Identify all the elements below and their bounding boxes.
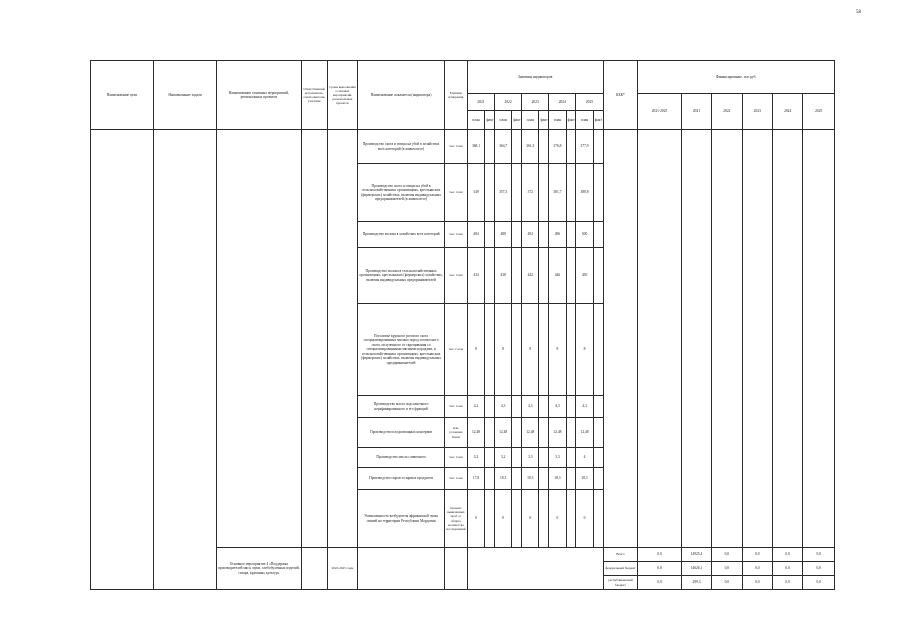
indicator-unit: процент выявленных проб от общего количества исследований — [445, 490, 468, 548]
main-measure-period: 2022-2025 годы — [327, 548, 357, 590]
header-fund-2021-2025: 2021-2025 — [638, 94, 681, 130]
indicator-value: 372 — [522, 164, 539, 222]
indicator-unit: тыс. тонн — [445, 164, 468, 222]
fact-cell — [593, 164, 603, 222]
header-deadline: Сроки выполнения основных мероприятий, региональных проектов — [327, 61, 357, 130]
header-fact: факт — [566, 111, 576, 130]
indicator-unit: тыс. тонн — [445, 222, 468, 248]
indicator-value: 349 — [467, 164, 484, 222]
header-year-2022: 2022 — [494, 94, 521, 111]
fact-cell — [485, 396, 495, 418]
main-measure-name: Основное мероприятие 4 «Поддержка производителей мяса, муки, хлебобулочных изделий, сахара, крупяных культур» — [216, 548, 301, 590]
fact-cell — [566, 164, 576, 222]
indicator-name: Производство масла подсолнечного нерафинированного и его фракций — [358, 396, 445, 418]
fact-cell — [593, 304, 603, 396]
funding-value: 0,0 — [772, 576, 802, 590]
header-year-2023: 2023 — [522, 94, 549, 111]
fact-cell — [539, 396, 549, 418]
indicator-value: 18,3 — [522, 468, 539, 490]
indicator-value: 368,1 — [467, 130, 484, 164]
funding-value: 0,0 — [742, 562, 772, 576]
header-indicator: Наименование показателя (индикатора) — [358, 61, 445, 130]
funding-value: 0,0 — [638, 548, 681, 562]
fact-cell — [512, 304, 522, 396]
indicator-name: Производство плодоовощных консервов — [358, 418, 445, 448]
header-year-2025: 2025 — [576, 94, 603, 111]
funding-value: 299,3 — [681, 576, 711, 590]
funding-value: 0,0 — [803, 562, 835, 576]
funding-value: 0,0 — [638, 562, 681, 576]
indicator-value: 18,3 — [549, 468, 566, 490]
fact-cell — [593, 248, 603, 304]
indicator-unit: млн. условных банок — [445, 418, 468, 448]
fact-cell — [593, 130, 603, 164]
indicator-value: 4,3 — [576, 396, 593, 418]
fact-cell — [512, 396, 522, 418]
fact-cell — [539, 222, 549, 248]
header-plan: план — [494, 111, 511, 130]
indicator-value: 376,8 — [549, 130, 566, 164]
responsible-cell — [301, 130, 327, 548]
fact-cell — [485, 130, 495, 164]
fact-cell — [512, 418, 522, 448]
funding-value: 0,0 — [772, 562, 802, 576]
indicator-value: 12,48 — [494, 418, 511, 448]
funding-value: 0,0 — [638, 576, 681, 590]
fact-cell — [485, 304, 495, 396]
header-year-2024: 2024 — [549, 94, 576, 111]
funding-value: 0,0 — [712, 562, 742, 576]
indicator-value: 4,3 — [494, 396, 511, 418]
indicator-value: 8 — [576, 304, 593, 396]
indicator-value: 492 — [522, 222, 539, 248]
header-task: Наименование задачи — [153, 61, 216, 130]
funding-value: 0,0 — [742, 548, 772, 562]
indicator-value: 0 — [494, 490, 511, 548]
header-kbk: КБК* — [603, 61, 638, 130]
indicator-value: 4,2 — [467, 396, 484, 418]
indicator-empty — [358, 548, 445, 590]
fact-cell — [566, 130, 576, 164]
indicator-value: 18,3 — [576, 468, 593, 490]
unit-empty — [445, 548, 468, 590]
funding-source: федеральный бюджет — [603, 562, 638, 576]
indicator-value: 12,48 — [549, 418, 566, 448]
funding-value: 0,0 — [742, 576, 772, 590]
header-measures: Наименование основных мероприятий, региональных проектов — [216, 61, 301, 130]
header-funding-group: Финансирование, тыс.руб. — [638, 61, 835, 94]
header-year-2021: 2021 — [467, 94, 494, 111]
fund-cell — [772, 130, 802, 548]
indicator-value: 377,9 — [576, 130, 593, 164]
indicator-name: Производство молока в сельскохозяйственных организациях, крестьянских (фермерских) хозяйствах, включая индивидуальных предпринимателей — [358, 248, 445, 304]
header-fund-2021: 2021 — [681, 94, 711, 130]
indicator-unit: тыс. тонн — [445, 130, 468, 164]
header-plan: план — [467, 111, 484, 130]
indicator-value: 488 — [494, 222, 511, 248]
indicator-unit: тыс. тонн — [445, 448, 468, 468]
fact-cell — [566, 304, 576, 396]
indicator-value: 438 — [494, 248, 511, 304]
indicator-value: 484 — [467, 222, 484, 248]
fact-cell — [485, 222, 495, 248]
indicator-value: 4 — [576, 448, 593, 468]
values-empty — [467, 548, 603, 590]
indicator-value: 4,3 — [549, 396, 566, 418]
header-responsible: Ответственный исполнитель, соисполнители, участник — [301, 61, 327, 130]
fact-cell — [566, 222, 576, 248]
fact-cell — [512, 490, 522, 548]
fund-cell — [742, 130, 772, 548]
fact-cell — [593, 490, 603, 548]
fact-cell — [485, 248, 495, 304]
header-values-group: Значения индикаторов — [467, 61, 603, 94]
kbk-cell — [603, 130, 638, 548]
funding-value: 14925,4 — [681, 548, 711, 562]
indicator-value: 0 — [467, 490, 484, 548]
fact-cell — [539, 418, 549, 448]
page-number: 58 — [856, 10, 861, 15]
header-unit: Единица измерения — [445, 61, 468, 130]
fact-cell — [593, 468, 603, 490]
header-fund-2022: 2022 — [712, 94, 742, 130]
fact-cell — [539, 468, 549, 490]
indicator-value: 450 — [576, 248, 593, 304]
header-fact: факт — [539, 111, 549, 130]
goal-cell — [91, 130, 154, 590]
fact-cell — [566, 248, 576, 304]
indicator-value: 8 — [467, 304, 484, 396]
indicator-name: Уменьшенность возбудителя африканской чумы свиней на территории Республики Мордовия — [358, 490, 445, 548]
indicator-value: 361,3 — [522, 130, 539, 164]
header-plan: план — [576, 111, 593, 130]
header-goal: Наименование цели — [91, 61, 154, 130]
funding-value: 0,0 — [803, 548, 835, 562]
funding-value: 0,0 — [712, 576, 742, 590]
indicator-value: 388,8 — [576, 164, 593, 222]
indicator-value: 12,48 — [522, 418, 539, 448]
fact-cell — [593, 448, 603, 468]
fact-cell — [539, 248, 549, 304]
fact-cell — [566, 490, 576, 548]
indicator-value: 3,3 — [549, 448, 566, 468]
indicator-name: Производство скота и птицы на убой в сельскохозяйственных организациях, крестьянских (фермерских) хозяйствах, включая индивидуальных предпринимателей (в живом весе) — [358, 164, 445, 222]
header-fact: факт — [593, 111, 603, 130]
indicator-unit: тыс. тонн — [445, 468, 468, 490]
indicator-value: 4,3 — [522, 396, 539, 418]
task-cell — [153, 130, 216, 590]
fact-cell — [485, 418, 495, 448]
indicator-value: 357,3 — [494, 164, 511, 222]
fact-cell — [539, 448, 549, 468]
header-plan: план — [522, 111, 539, 130]
funding-value: 14626,1 — [681, 562, 711, 576]
indicator-value: 381,7 — [549, 164, 566, 222]
funding-source: республиканский бюджет — [603, 576, 638, 590]
program-table — [90, 60, 835, 590]
fund-cell — [712, 130, 742, 548]
fact-cell — [485, 164, 495, 222]
fact-cell — [566, 448, 576, 468]
funding-source: Всего — [603, 548, 638, 562]
indicator-unit: тыс. тонн — [445, 248, 468, 304]
header-fact: факт — [512, 111, 522, 130]
fact-cell — [539, 130, 549, 164]
fact-cell — [485, 448, 495, 468]
deadline-cell — [327, 130, 357, 548]
fact-cell — [485, 490, 495, 548]
fact-cell — [539, 304, 549, 396]
fact-cell — [566, 468, 576, 490]
indicator-value: 496 — [549, 222, 566, 248]
indicator-value: 18,3 — [494, 468, 511, 490]
indicator-value: 3,2 — [494, 448, 511, 468]
fact-cell — [512, 222, 522, 248]
fact-cell — [485, 468, 495, 490]
indicator-name: Производство молока в хозяйствах всех категорий — [358, 222, 445, 248]
indicator-value: 8 — [549, 304, 566, 396]
indicator-name: Поголовье крупного рогатого скота специализированных мясных пород и помесного скота, полученного от скрещивания со специализированными мясными породами, в сельскохозяйственных организациях, крестьянских (фермерских) хозяйствах, включая индивидуальных предпринимателей — [358, 304, 445, 396]
header-fund-2023: 2023 — [742, 94, 772, 130]
indicator-value: 8 — [494, 304, 511, 396]
fund-cell — [681, 130, 711, 548]
indicator-value: 8 — [522, 304, 539, 396]
funding-value: 0,0 — [712, 548, 742, 562]
indicator-name: Производство масла сливочного — [358, 448, 445, 468]
fact-cell — [566, 418, 576, 448]
fact-cell — [593, 396, 603, 418]
responsible-cell — [301, 548, 327, 590]
indicator-value: 3,2 — [467, 448, 484, 468]
header-fact: факт — [485, 111, 495, 130]
fact-cell — [593, 222, 603, 248]
indicator-value: 0 — [576, 490, 593, 548]
fact-cell — [512, 248, 522, 304]
fact-cell — [539, 164, 549, 222]
indicator-value: 12,48 — [576, 418, 593, 448]
fact-cell — [539, 490, 549, 548]
fact-cell — [512, 448, 522, 468]
fund-cell — [638, 130, 681, 548]
indicator-unit: тыс. тонн — [445, 396, 468, 418]
measure-cell — [216, 130, 301, 548]
indicator-value: 500 — [576, 222, 593, 248]
indicator-value: 0 — [522, 490, 539, 548]
indicator-name: Производство скота и птицы на убой в хозяйствах всех категорий (в живом весе) — [358, 130, 445, 164]
indicator-value: 364,7 — [494, 130, 511, 164]
header-plan: план — [549, 111, 566, 130]
indicator-value: 446 — [549, 248, 566, 304]
indicator-name: Производство сыров и сырных продуктов — [358, 468, 445, 490]
funding-value: 0,0 — [803, 576, 835, 590]
indicator-value: 12,48 — [467, 418, 484, 448]
indicator-value: 434 — [467, 248, 484, 304]
fact-cell — [512, 468, 522, 490]
header-fund-2024: 2024 — [772, 94, 802, 130]
fund-cell — [803, 130, 835, 548]
fact-cell — [593, 418, 603, 448]
fact-cell — [512, 130, 522, 164]
indicator-value: 0 — [549, 490, 566, 548]
funding-value: 0,0 — [772, 548, 802, 562]
fact-cell — [566, 396, 576, 418]
indicator-unit: тыс. голов — [445, 304, 468, 396]
indicator-value: 3,3 — [522, 448, 539, 468]
header-fund-2025: 2025 — [803, 94, 835, 130]
indicator-value: 442 — [522, 248, 539, 304]
fact-cell — [512, 164, 522, 222]
indicator-value: 17,8 — [467, 468, 484, 490]
